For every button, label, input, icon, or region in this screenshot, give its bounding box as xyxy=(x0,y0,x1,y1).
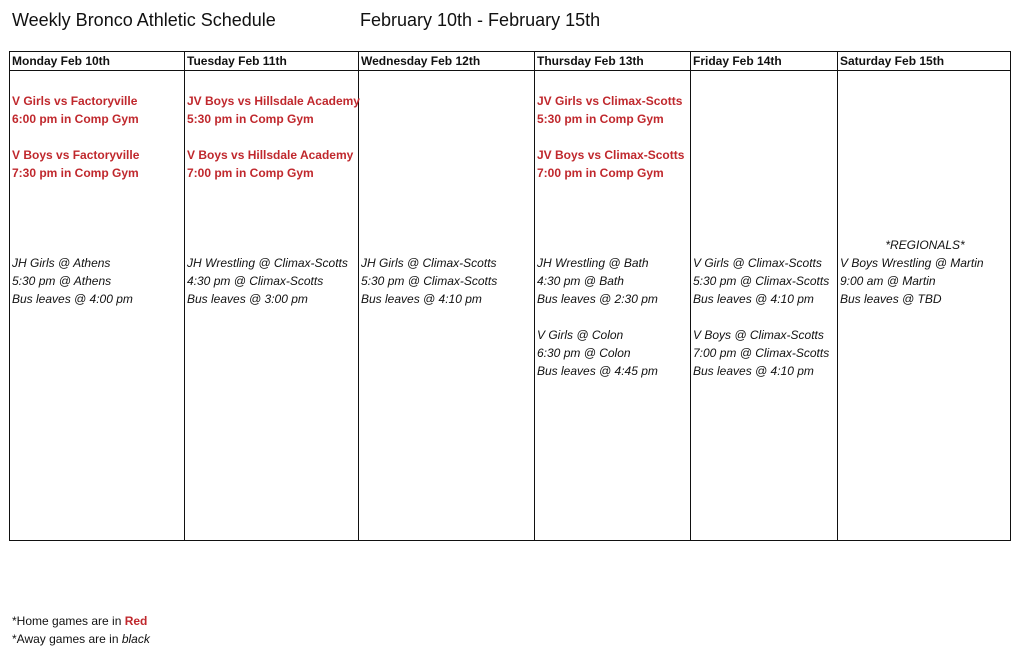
away-games xyxy=(361,254,534,308)
bus-time: Bus leaves @ 4:10 pm xyxy=(693,292,814,306)
game-time: 5:30 pm @ Athens xyxy=(12,274,112,288)
legend-home: *Home games are in Red xyxy=(12,614,148,628)
away-game xyxy=(840,254,1010,308)
bus-time: Bus leaves @ 4:45 pm xyxy=(537,364,658,378)
home-game xyxy=(537,92,690,128)
game-time: 5:30 pm in Comp Gym xyxy=(187,112,314,126)
game-matchup: JV Girls vs Climax-Scotts xyxy=(537,94,683,108)
away-game xyxy=(537,254,690,308)
away-games xyxy=(693,254,837,380)
game-matchup: V Girls @ Colon xyxy=(537,328,624,342)
regionals-label: *REGIONALS* xyxy=(885,238,965,252)
legend-away: *Away games are in black xyxy=(12,632,150,646)
game-time: 7:30 pm in Comp Gym xyxy=(12,166,139,180)
game-time: 5:30 pm @ Climax-Scotts xyxy=(361,274,498,288)
away-games xyxy=(537,254,690,380)
game-matchup: JH Wrestling @ Bath xyxy=(537,256,649,270)
page-title: Weekly Bronco Athletic Schedule xyxy=(12,10,276,30)
game-time: 5:30 pm @ Climax-Scotts xyxy=(693,274,830,288)
away-games xyxy=(840,236,1010,308)
game-matchup: JV Boys vs Hillsdale Academy xyxy=(187,94,360,108)
game-time: 6:30 pm @ Colon xyxy=(537,346,631,360)
game-matchup: V Boys @ Climax-Scotts xyxy=(693,328,824,342)
game-time: 4:30 pm @ Climax-Scotts xyxy=(187,274,324,288)
game-time: 9:00 am @ Martin xyxy=(840,274,936,288)
home-game xyxy=(12,146,184,182)
game-time: 7:00 pm @ Climax-Scotts xyxy=(693,346,830,360)
away-games xyxy=(187,254,358,308)
game-time: 7:00 pm in Comp Gym xyxy=(537,166,664,180)
bus-time: Bus leaves @ 4:10 pm xyxy=(693,364,814,378)
day-column-wednesday xyxy=(359,52,535,540)
home-games xyxy=(12,92,184,182)
day-column-thursday xyxy=(535,52,691,540)
away-games xyxy=(12,254,184,308)
game-matchup: V Girls @ Climax-Scotts xyxy=(693,256,822,270)
bus-time: Bus leaves @ 3:00 pm xyxy=(187,292,308,306)
away-game xyxy=(693,254,837,308)
day-column-friday xyxy=(691,52,838,540)
away-game xyxy=(537,326,690,380)
legend xyxy=(12,612,150,648)
schedule-table xyxy=(9,51,1011,541)
away-game xyxy=(12,254,184,308)
bus-time: Bus leaves @ TBD xyxy=(840,292,942,306)
game-matchup: V Girls vs Factoryville xyxy=(12,94,138,108)
game-matchup: JH Wrestling @ Climax-Scotts xyxy=(187,256,348,270)
away-game xyxy=(693,326,837,380)
day-header: Friday Feb 14th xyxy=(691,52,837,71)
home-game xyxy=(187,92,358,128)
home-game xyxy=(12,92,184,128)
game-matchup: JH Girls @ Climax-Scotts xyxy=(361,256,497,270)
date-range: February 10th - February 15th xyxy=(360,10,601,30)
away-game xyxy=(187,254,358,308)
game-matchup: JV Boys vs Climax-Scotts xyxy=(537,148,685,162)
day-header: Monday Feb 10th xyxy=(10,52,184,71)
home-game xyxy=(537,146,690,182)
home-game xyxy=(187,146,358,182)
game-matchup: V Boys vs Hillsdale Academy xyxy=(187,148,354,162)
bus-time: Bus leaves @ 4:10 pm xyxy=(361,292,482,306)
home-games xyxy=(537,92,690,182)
game-matchup: V Boys vs Factoryville xyxy=(12,148,140,162)
away-game xyxy=(361,254,534,308)
game-time: 7:00 pm in Comp Gym xyxy=(187,166,314,180)
legend-home-color-word: Red xyxy=(124,614,148,628)
day-column-monday xyxy=(10,52,185,540)
day-column-saturday xyxy=(838,52,1010,540)
game-time: 6:00 pm in Comp Gym xyxy=(12,112,139,126)
game-matchup: V Boys Wrestling @ Martin xyxy=(840,256,984,270)
home-games xyxy=(187,92,358,182)
bus-time: Bus leaves @ 4:00 pm xyxy=(12,292,133,306)
day-header: Saturday Feb 15th xyxy=(838,52,1010,71)
day-header: Tuesday Feb 11th xyxy=(185,52,358,71)
game-time: 4:30 pm @ Bath xyxy=(537,274,624,288)
day-header: Thursday Feb 13th xyxy=(535,52,690,71)
game-time: 5:30 pm in Comp Gym xyxy=(537,112,664,126)
game-matchup: JH Girls @ Athens xyxy=(12,256,111,270)
day-column-tuesday xyxy=(185,52,359,540)
legend-away-color-word: black xyxy=(121,632,150,646)
day-header: Wednesday Feb 12th xyxy=(359,52,534,71)
bus-time: Bus leaves @ 2:30 pm xyxy=(537,292,658,306)
